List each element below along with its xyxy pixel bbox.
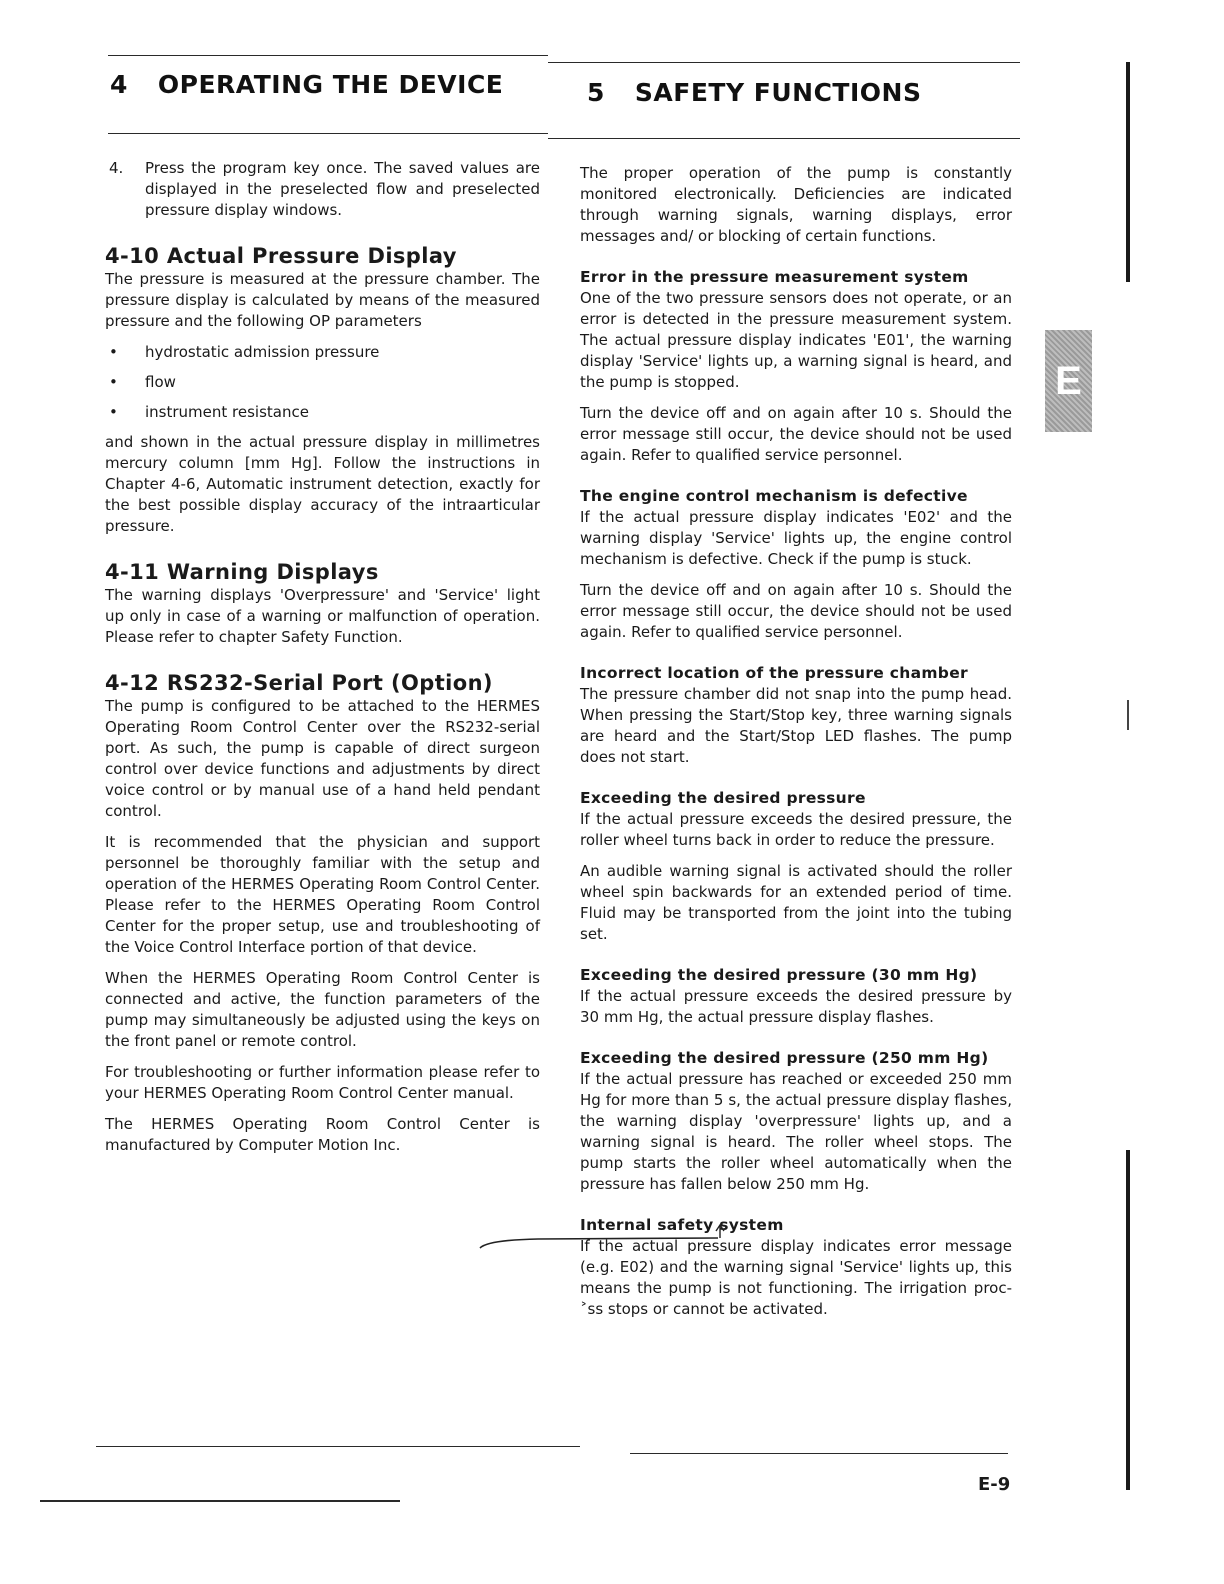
bottom-rule-left bbox=[96, 1446, 580, 1447]
safety-intro: The proper operation of the pump is constantly monitored electronically. Deficiencies are indicated through warning signals, warning displays, error messages and/ or blocking of certain functions. bbox=[580, 164, 1012, 245]
section-tab-e bbox=[1045, 330, 1092, 432]
list-item: • instrument resistance bbox=[105, 402, 540, 423]
exceeding-30-heading: Exceeding the desired pressure (30 mm Hg) bbox=[580, 966, 978, 984]
top-rule-left bbox=[108, 55, 548, 56]
scan-edge-bar-top bbox=[1126, 62, 1130, 282]
op-parameter-list bbox=[105, 342, 540, 423]
section-4-12-heading: 4-12 RS232-Serial Port (Option) bbox=[105, 671, 493, 695]
list-item: • hydrostatic admission pressure bbox=[105, 342, 540, 363]
exceeding-250-heading: Exceeding the desired pressure (250 mm Hg) bbox=[580, 1049, 989, 1067]
step-text: Press the program key once. The saved values are displayed in the preselected flow and preselected pressure display windows. bbox=[145, 159, 540, 219]
bottom-rule-lower bbox=[40, 1500, 400, 1502]
annotation-arrow bbox=[478, 1222, 738, 1252]
heading-rule-left bbox=[108, 133, 548, 134]
exceeding-30-p1: If the actual pressure exceeds the desired pressure by 30 mm Hg, the actual pressure display flashes. bbox=[580, 987, 1012, 1026]
scan-edge-bar-mid bbox=[1127, 700, 1129, 730]
right-chapter-heading bbox=[587, 78, 921, 107]
section-4-12-p5: The HERMES Operating Room Control Center is manufactured by Computer Motion Inc. bbox=[105, 1115, 540, 1154]
exceeding-p2: An audible warning signal is activated should the roller wheel spin backwards for an extended period of time. Fluid may be transported from the joint into the tubing set. bbox=[580, 862, 1012, 943]
section-4-11-heading: 4-11 Warning Displays bbox=[105, 560, 379, 584]
right-chapter-title: SAFETY FUNCTIONS bbox=[634, 78, 922, 107]
section-4-11-text: The warning displays 'Overpressure' and 'Service' light up only in case of a warning or malfunction of operation. Please refer to chapter Safety Function. bbox=[105, 586, 540, 646]
section-4-10-outro: and shown in the actual pressure display in millimetres mercury column [mm Hg]. Follow the instructions in Chapter 4-6, Automatic instrument detection, exactly for the best possible display accuracy of the intraarticular pressure. bbox=[105, 433, 540, 535]
top-rule-right bbox=[548, 62, 1020, 63]
engine-control-p1: If the actual pressure display indicates 'E02' and the warning display 'Service' lights up, the engine control mechanism is defective. Check if the pump is stuck. bbox=[580, 508, 1012, 568]
incorrect-location-p1: The pressure chamber did not snap into the pump head. When pressing the Start/Stop key, three warning signals are heard and the Start/Stop LED flashes. The pump does not start. bbox=[580, 685, 1012, 766]
exceeding-heading: Exceeding the desired pressure bbox=[580, 789, 866, 807]
right-chapter-number: 5 bbox=[587, 78, 605, 107]
section-4-12-p1: The pump is configured to be attached to the HERMES Operating Room Control Center over the RS232-serial port. As such, the pump is capable of direct surgeon control over device functions and adjustments by direct voice control or by manual use of a hand held pendant control. bbox=[105, 697, 540, 820]
list-item: • flow bbox=[105, 372, 540, 393]
left-chapter-heading bbox=[110, 70, 503, 99]
incorrect-location-heading: Incorrect location of the pressure chamber bbox=[580, 664, 968, 682]
internal-safety-p1: If the actual pressure display indicates error message (e.g. E02) and the warning signal 'Service' lights up, this means the pump is not functioning. The irrigation proc-˃ss stops or cannot be activated. bbox=[580, 1237, 1012, 1318]
step-4 bbox=[105, 158, 540, 221]
error-measurement-p2: Turn the device off and on again after 10 s. Should the error message still occur, the device should not be used again. Refer to qualified service personnel. bbox=[580, 404, 1012, 464]
step-number: 4. bbox=[109, 159, 124, 177]
engine-control-heading: The engine control mechanism is defective bbox=[580, 487, 968, 505]
left-column bbox=[105, 158, 540, 1166]
section-4-12-p2: It is recommended that the physician and support personnel be thoroughly familiar with the setup and operation of the HERMES Operating Room Control Center. Please refer to the HERMES Operating Room Control Center for the proper setup, use and troubleshooting of the Voice Control Interface portion of that device. bbox=[105, 833, 540, 956]
right-column bbox=[580, 163, 1012, 1330]
scan-edge-bar-bottom bbox=[1126, 1150, 1130, 1490]
exceeding-250-p1: If the actual pressure has reached or exceeded 250 mm Hg for more than 5 s, the actual pressure display flashes, the warning display 'overpressure' lights up, and a warning signal is heard. The roller wheel stops. The pump starts the roller wheel automatically when the pressure has fallen below 250 mm Hg. bbox=[580, 1070, 1012, 1193]
error-measurement-p1: One of the two pressure sensors does not operate, or an error is detected in the pressure measurement system. The actual pressure display indicates 'E01', the warning display 'Service' lights up, a warning signal is heard, and the pump is stopped. bbox=[580, 289, 1012, 391]
page-number: E-9 bbox=[978, 1474, 1011, 1495]
section-tab-letter: E bbox=[1055, 358, 1082, 403]
left-chapter-number: 4 bbox=[110, 70, 128, 99]
section-4-10-intro: The pressure is measured at the pressure chamber. The pressure display is calculated by means of the measured pressure and the following OP parameters bbox=[105, 270, 540, 330]
exceeding-p1: If the actual pressure exceeds the desired pressure, the roller wheel turns back in order to reduce the pressure. bbox=[580, 810, 1012, 849]
section-4-12-p3: When the HERMES Operating Room Control Center is connected and active, the function parameters of the pump may simultaneously be adjusted using the keys on the front panel or remote control. bbox=[105, 969, 540, 1050]
bottom-rule-right bbox=[630, 1453, 1008, 1454]
heading-rule-right bbox=[548, 138, 1020, 139]
left-chapter-title: OPERATING THE DEVICE bbox=[157, 70, 504, 99]
section-4-12-p4: For troubleshooting or further information please refer to your HERMES Operating Room Control Center manual. bbox=[105, 1063, 540, 1102]
internal-safety-heading: Internal safety system bbox=[580, 1216, 784, 1234]
section-4-10-heading: 4-10 Actual Pressure Display bbox=[105, 244, 457, 268]
error-measurement-heading: Error in the pressure measurement system bbox=[580, 268, 969, 286]
engine-control-p2: Turn the device off and on again after 10 s. Should the error message still occur, the device should not be used again. Refer to qualified service personnel. bbox=[580, 581, 1012, 641]
